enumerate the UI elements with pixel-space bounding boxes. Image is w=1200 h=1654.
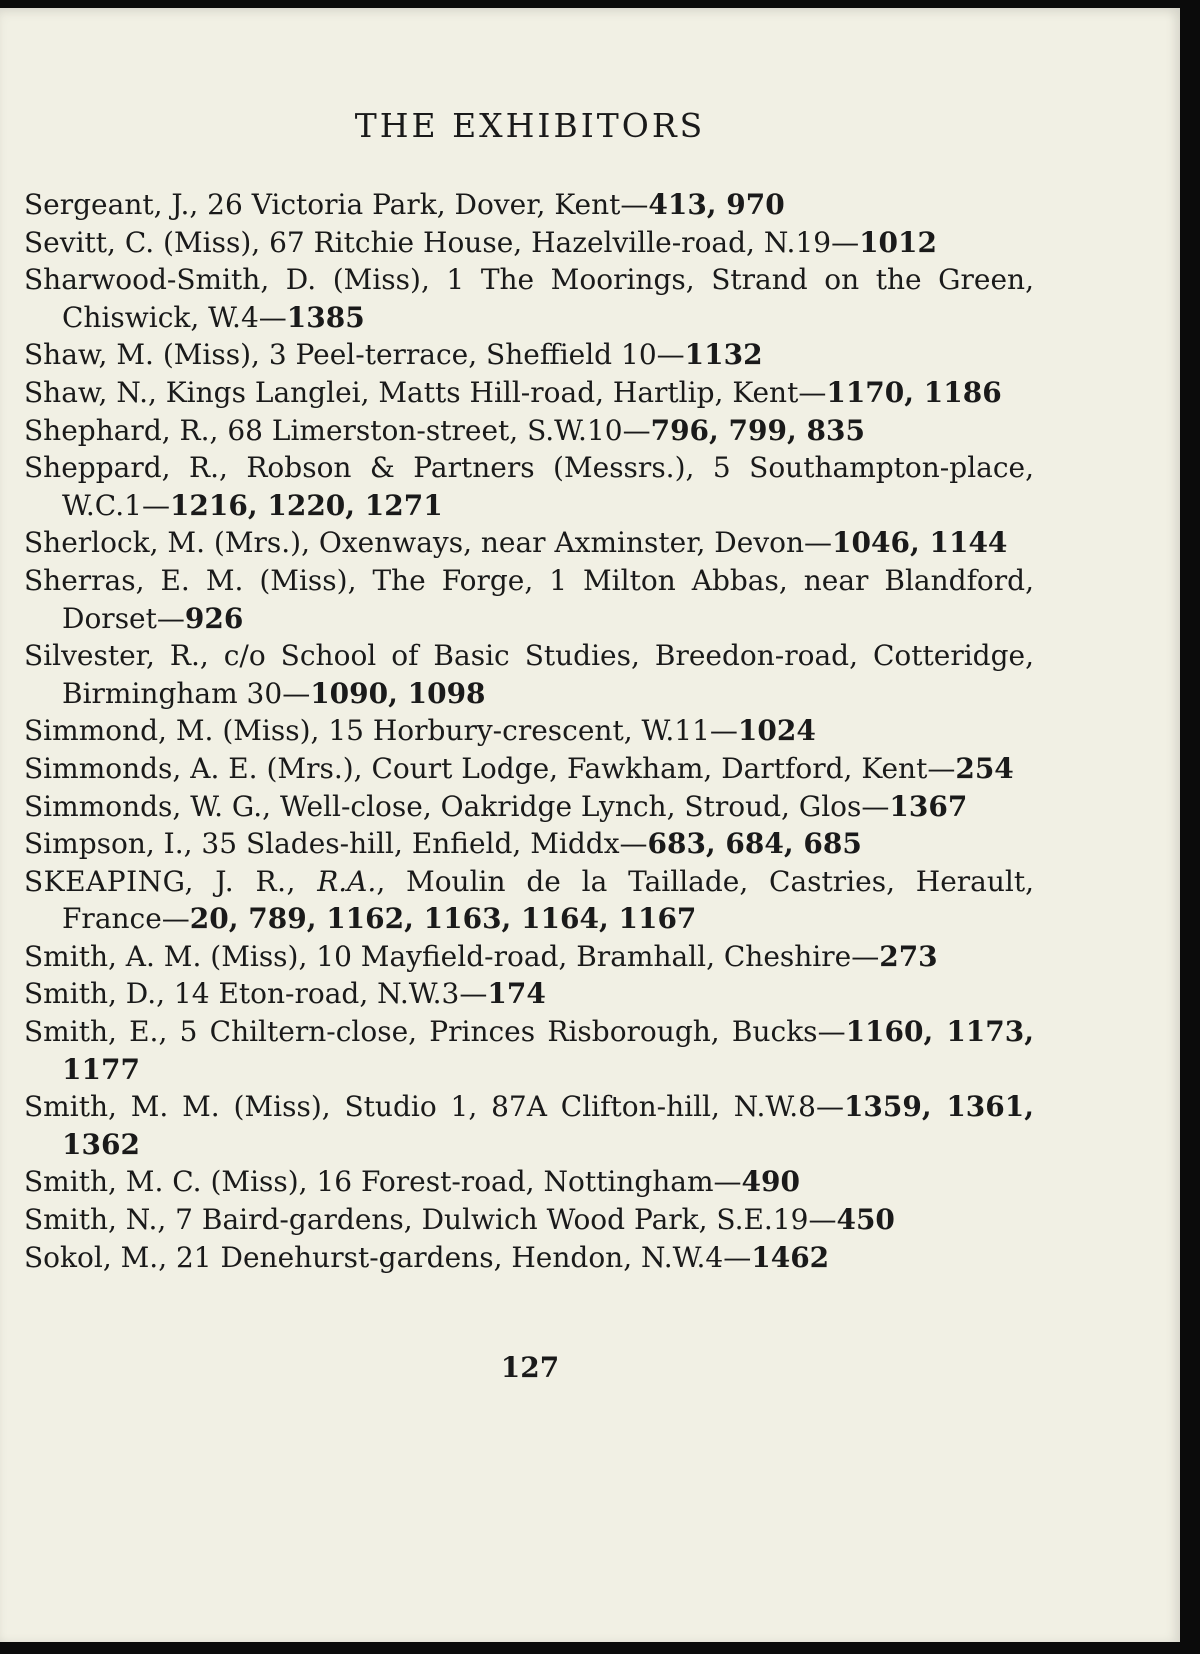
list-item [24,1239,1034,1277]
scan-border [1180,0,1200,1654]
entry-text: Smith, M. M. (Miss), Studio 1, 87A Clifton-hill, N.W.8 [24,1090,816,1124]
catalogue-numbers: 254 [955,751,1014,785]
book-page [0,8,1180,1642]
entry-separator: — [620,188,649,221]
entry-separator: — [622,413,651,447]
entry-honour: R.A. [317,864,377,898]
entry-separator: — [804,526,833,560]
entry-text: Shaw, N., Kings Langlei, Matts Hill-road, Hartlip, Kent [24,375,799,409]
catalogue-numbers: 1132 [684,338,763,372]
catalogue-numbers: 926 [184,601,244,635]
catalogue-numbers: 1367 [889,789,968,823]
entry-separator: — [656,338,685,372]
list-item [24,863,1034,938]
exhibitor-list [24,186,1034,1276]
entry-separator: — [723,1240,752,1274]
list-item [24,224,1034,262]
list-item [24,788,1034,826]
list-item [24,1088,1034,1163]
entry-text: Smith, E., 5 Chiltern-close, Princes Risborough, Bucks [24,1015,818,1049]
entry-separator: — [831,225,860,259]
catalogue-numbers: 1216, 1220, 1271 [169,488,443,522]
entry-separator: — [808,1203,837,1237]
entry-separator: — [798,375,827,409]
catalogue-numbers: 20, 789, 1162, 1163, 1164, 1167 [189,902,697,936]
list-item [24,412,1034,450]
list-item [24,524,1034,562]
catalogue-numbers: 1046, 1144 [832,526,1008,560]
entry-separator: — [161,902,190,936]
list-item [24,1013,1034,1088]
page-number: 127 [500,1351,560,1384]
catalogue-numbers: 1170, 1186 [826,375,1002,409]
entry-separator: — [459,977,488,1011]
entry-text: Sherlock, M. (Mrs.), Oxenways, near Axminster, Devon [24,526,805,560]
catalogue-numbers: 1090, 1098 [310,676,486,710]
catalogue-numbers: 1385 [286,300,365,334]
catalogue-numbers: 1024 [737,714,816,748]
entry-text: Smith, A. M. (Miss), 10 Mayfield-road, Bramhall, Cheshire [24,939,852,973]
entry-text: Silvester, R., c/o School of Basic Studies, Breedon-road, Cotteridge, Birmingham 30 [24,639,1034,710]
entry-text: Sheppard, R., Robson & Partners (Messrs.), 5 Southampton-place, W.C.1 [24,451,1034,522]
catalogue-numbers: 490 [741,1165,800,1199]
entry-separator: — [713,1165,742,1199]
entry-separator: — [815,1090,844,1124]
entry-text: Smith, N., 7 Baird-gardens, Dulwich Wood Park, S.E.19 [24,1203,809,1237]
list-item [24,712,1034,750]
entry-text: Simpson, I., 35 Slades-hill, Enfield, Middx [24,827,620,861]
entry-text: , Moulin de la Taillade, Castries, Herault, France [62,864,1034,936]
list-item [24,449,1034,524]
entry-separator: — [817,1015,846,1049]
catalogue-numbers: 683, 684, 685 [647,827,862,861]
entry-text: Sharwood-Smith, D. (Miss), 1 The Moorings, Strand on the Green, Chiswick, W.4 [24,263,1034,334]
entry-text: Smith, M. C. (Miss), 16 Forest-road, Nottingham [24,1165,714,1199]
list-item [24,374,1034,412]
catalogue-numbers: 1462 [751,1240,830,1274]
entry-text: Sherras, E. M. (Miss), The Forge, 1 Milton Abbas, near Blandford, Dorset [24,563,1034,635]
entry-text: Shephard, R., 68 Limerston-street, S.W.10 [24,413,623,447]
entry-separator: — [619,827,648,861]
entry-separator: — [851,939,880,973]
entry-separator: — [709,714,738,748]
entry-separator: — [927,751,956,785]
list-item [24,261,1034,336]
entry-text: Sergeant, J., 26 Victoria Park, Dover, Kent [24,188,621,221]
catalogue-numbers: 1160, 1173, 1177 [62,1015,1035,1086]
list-item [24,1163,1034,1201]
entry-name: SKEAPING, J. R., [24,864,318,898]
list-item [24,637,1034,712]
list-item [24,562,1034,637]
entry-text: Simmonds, W. G., Well-close, Oakridge Lynch, Stroud, Glos [24,789,862,823]
list-item [24,186,1034,224]
list-item [24,750,1034,788]
catalogue-numbers: 273 [879,939,938,973]
catalogue-numbers: 1359, 1361, 1362 [62,1090,1034,1161]
entry-text: Sevitt, C. (Miss), 67 Ritchie House, Hazelville-road, N.19 [24,225,832,259]
catalogue-numbers: 174 [487,977,546,1011]
entry-text: Simmonds, A. E. (Mrs.), Court Lodge, Fawkham, Dartford, Kent [24,751,928,785]
entry-separator: — [258,300,287,334]
list-item [24,975,1034,1013]
list-item [24,825,1034,863]
entry-text: Sokol, M., 21 Denehurst-gardens, Hendon, N.W.4 [24,1240,724,1274]
entry-text: Smith, D., 14 Eton-road, N.W.3 [24,977,460,1011]
entry-separator: — [282,676,311,710]
entry-text: Simmond, M. (Miss), 15 Horbury-crescent, W.11 [24,714,710,748]
list-item [24,336,1034,374]
catalogue-numbers: 450 [836,1203,895,1237]
catalogue-numbers: 796, 799, 835 [650,413,865,447]
entry-separator: — [156,601,185,635]
entry-separator: — [861,789,890,823]
catalogue-numbers: 413, 970 [648,188,785,221]
page-heading: THE EXHIBITORS [354,106,706,145]
list-item [24,1201,1034,1239]
catalogue-numbers: 1012 [859,225,938,259]
entry-separator: — [141,488,170,522]
list-item [24,938,1034,976]
entry-text: Shaw, M. (Miss), 3 Peel-terrace, Sheffield 10 [24,338,657,372]
